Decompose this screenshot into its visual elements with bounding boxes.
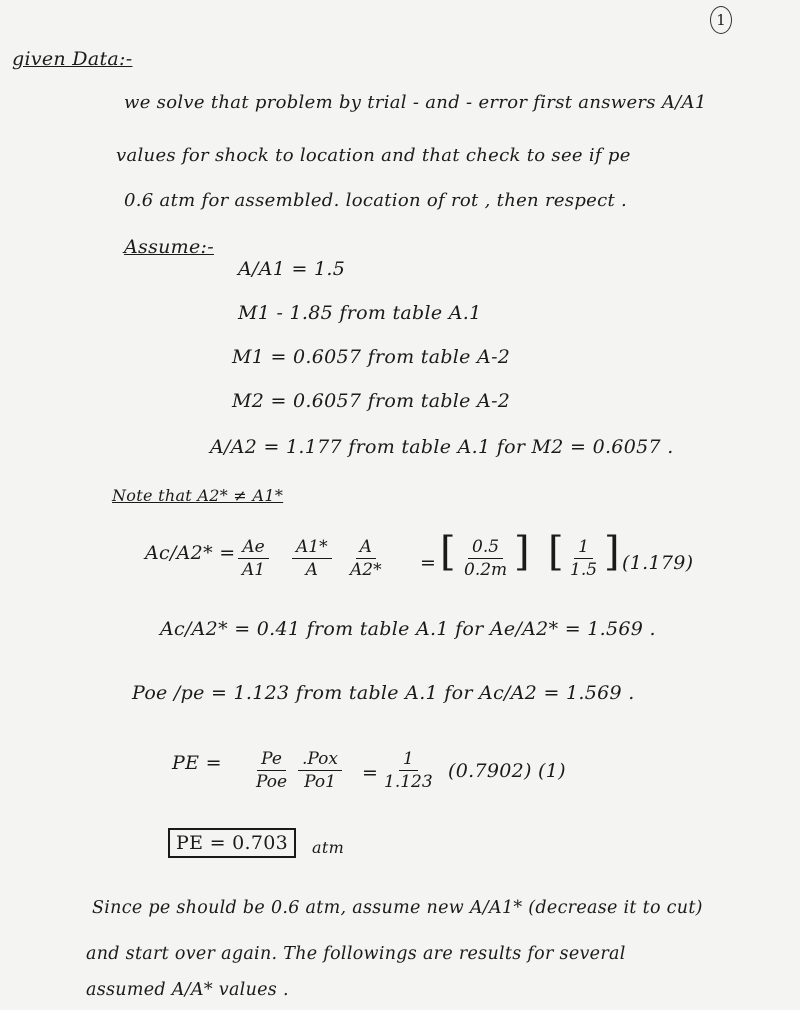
closing-line-2: and start over again. The followings are results for several	[86, 944, 626, 964]
eq1-b2-den: 1.5	[570, 560, 598, 580]
eq1-bracket2-open: [	[548, 529, 564, 575]
eq2-line: Ac/A2* = 0.41 from table A.1 for Ae/A2* = 1.569 .	[160, 618, 656, 640]
assumption-5: A/A2 = 1.177 from table A.1 for M2 = 0.6057 .	[210, 436, 674, 458]
eq1-bracket-fraction-2	[566, 536, 601, 581]
assumption-4: M2 = 0.6057 from table A-2	[232, 390, 511, 412]
eq1-fraction-2	[292, 536, 332, 581]
eq1-equals: =	[420, 552, 437, 574]
heading-given-data: given Data:-	[12, 48, 133, 70]
page-number-badge: 1	[710, 6, 732, 34]
eq1-f2-num: A1*	[292, 536, 332, 559]
assume-heading: Assume:-	[124, 236, 214, 258]
eq1-f1-den: A1	[242, 560, 266, 580]
eq1-fraction-1	[238, 536, 269, 581]
eq1-bracket-close: ]	[514, 529, 530, 575]
eq1-last-factor: (1.179)	[622, 552, 694, 574]
closing-line-3: assumed A/A* values .	[86, 980, 289, 1000]
intro-line-2: values for shock to location and that check to see if pe	[116, 145, 631, 166]
result-unit: atm	[312, 838, 345, 857]
eq4-f3-num: 1	[399, 748, 418, 771]
eq4-fraction-3	[380, 748, 437, 793]
assumption-3: M1 = 0.6057 from table A-2	[232, 346, 511, 368]
intro-line-1: we solve that problem by trial - and - error first answers A/A1	[124, 92, 707, 113]
eq1-f3-den: A2*	[350, 560, 382, 580]
eq1-b1-den: 0.2m	[464, 560, 508, 580]
eq1-bracket-open: [	[440, 529, 456, 575]
result-box: PE = 0.703	[168, 828, 296, 858]
assumption-2: M1 - 1.85 from table A.1	[238, 302, 482, 324]
eq4-f2-num: .Pox	[298, 748, 342, 771]
intro-line-3: 0.6 atm for assembled. location of rot , then respect .	[124, 190, 628, 211]
eq1-fraction-3	[346, 536, 386, 581]
eq3-line: Poe /pe = 1.123 from table A.1 for Ac/A2 = 1.569 .	[132, 682, 635, 704]
eq4-f3-den: 1.123	[384, 772, 433, 792]
note-line: Note that A2* ≠ A1*	[112, 486, 284, 505]
eq1-f2-den: A	[305, 560, 318, 580]
eq1-b1-num: 0.5	[468, 536, 503, 559]
eq4-f2-den: Po1	[304, 772, 336, 792]
eq1-bracket-fraction-1	[460, 536, 511, 581]
eq4-equals: =	[362, 762, 379, 784]
eq1-f3-num: A	[356, 536, 376, 559]
eq4-fraction-1	[252, 748, 291, 793]
eq1-lhs: Ac/A2* =	[145, 542, 236, 564]
eq4-fraction-2	[298, 748, 342, 793]
eq4-rest: (0.7902) (1)	[448, 760, 566, 782]
eq1-b2-num: 1	[574, 536, 593, 559]
eq4-f1-den: Poe	[256, 772, 288, 792]
eq4-f1-num: Pe	[257, 748, 286, 771]
assumption-1: A/A1 = 1.5	[238, 258, 346, 280]
eq1-bracket2-close: ]	[604, 529, 620, 575]
eq4-lhs: PE =	[172, 752, 222, 774]
closing-line-1: Since pe should be 0.6 atm, assume new A/A1* (decrease it to cut)	[92, 898, 703, 918]
eq1-f1-num: Ae	[238, 536, 268, 559]
